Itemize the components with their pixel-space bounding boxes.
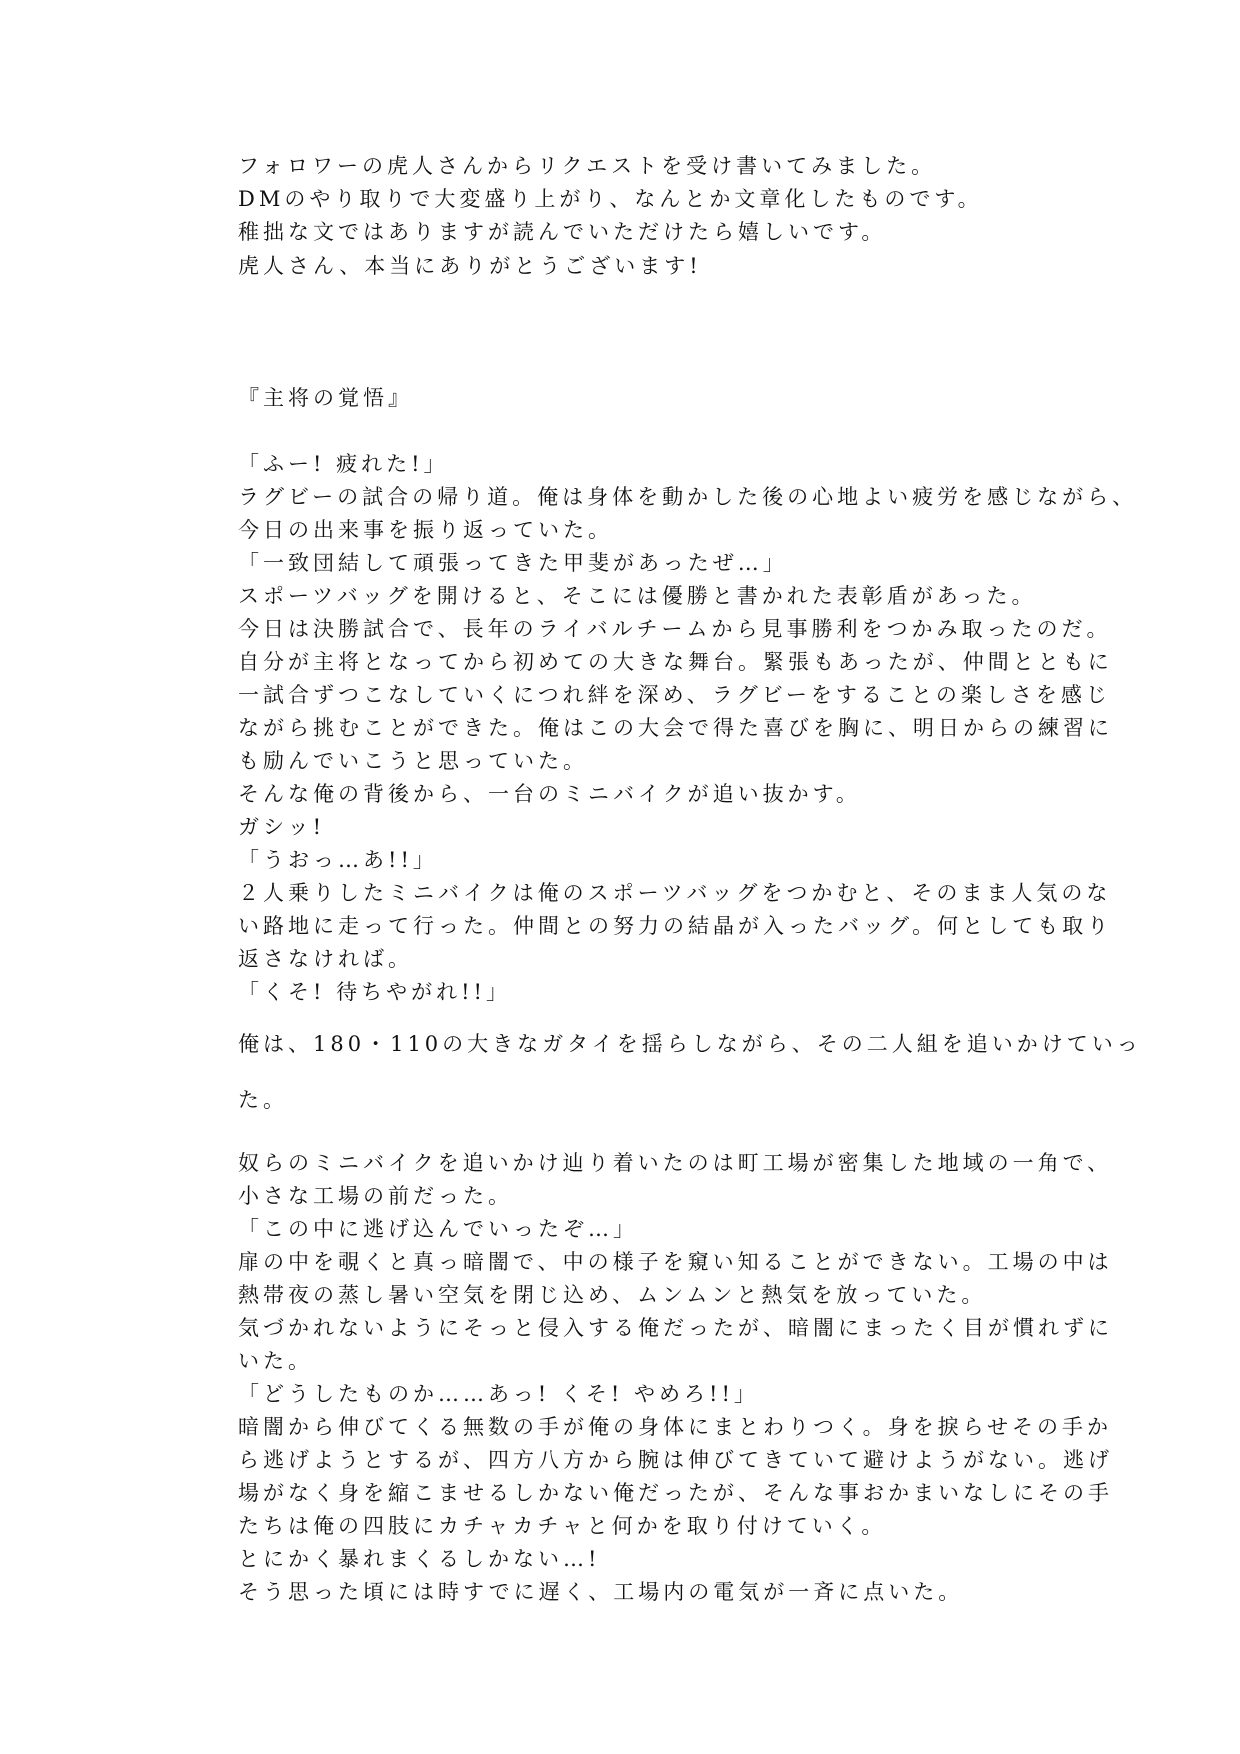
story-line: たちは俺の四肢にカチャカチャと何かを取り付けていく。 <box>238 1514 887 1538</box>
story-line: とにかく暴れまくるしかない…! <box>238 1547 601 1571</box>
preface-line: DMのやり取りで大変盛り上がり、なんとか文章化したものです。 <box>238 187 983 211</box>
story-line: 小さな工場の前だった。 <box>238 1184 513 1208</box>
story-line: 「うおっ…あ!!」 <box>238 848 438 872</box>
story-title: 『主将の覚悟』 <box>238 386 413 410</box>
story-line: そんな俺の背後から、一台のミニバイクが追い抜かす。 <box>238 782 861 806</box>
story-line: ラグビーの試合の帰り道。俺は身体を動かした後の心地よい疲労を感じながら、 <box>238 485 1138 509</box>
story-line: ら逃げようとするが、四方八方から腕は伸びてきていて避けようがない。逃げ <box>238 1448 1113 1472</box>
story-line: 「この中に逃げ込んでいったぞ…」 <box>238 1217 638 1241</box>
story-line: 「くそ! 待ちやがれ!!」 <box>238 980 511 1004</box>
story-line: 今日は決勝試合で、長年のライバルチームから見事勝利をつかみ取ったのだ。 <box>238 617 1112 641</box>
story-line: 俺は、180・110の大きなガタイを揺らしながら、その二人組を追いかけていっ <box>238 1032 1142 1056</box>
story-line: 扉の中を覗くと真っ暗闇で、中の様子を窺い知ることができない。工場の中は <box>238 1250 1113 1274</box>
story-line: いた。 <box>238 1349 313 1373</box>
preface-line: フォロワーの虎人さんからリクエストを受け書いてみました。 <box>238 154 937 178</box>
story-line: た。 <box>238 1088 288 1112</box>
story-line: 熱帯夜の蒸し暑い空気を閉じ込め、ムンムンと熱気を放っていた。 <box>238 1283 987 1307</box>
preface-line: 稚拙な文ではありますが読んでいただけたら嬉しいです。 <box>238 220 887 244</box>
story-line: 「一致団結して頑張ってきた甲斐があったぜ…」 <box>238 551 788 575</box>
story-line: 一試合ずつこなしていくにつれ絆を深め、ラグビーをすることの楽しさを感じ <box>238 683 1111 707</box>
story-line: ながら挑むことができた。俺はこの大会で得た喜びを胸に、明日からの練習に <box>238 716 1113 740</box>
story-line: ガシッ! <box>238 815 326 839</box>
story-line: そう思った頃には時すでに遅く、工場内の電気が一斉に点いた。 <box>238 1580 964 1604</box>
story-line: スポーツバッグを開けると、そこには優勝と書かれた表彰盾があった。 <box>238 584 1037 608</box>
story-line: 暗闇から伸びてくる無数の手が俺の身体にまとわりつく。身を捩らせその手か <box>238 1415 1112 1439</box>
story-line: 気づかれないようにそっと侵入する俺だったが、暗闇にまったく目が慣れずに <box>238 1316 1113 1340</box>
story-line: 場がなく身を縮こませるしかない俺だったが、そんな事おかまいなしにその手 <box>238 1481 1113 1505</box>
story-line: い路地に走って行った。仲間との努力の結晶が入ったバッグ。何としても取り <box>238 914 1113 938</box>
story-line: も励んでいこうと思っていた。 <box>238 749 588 773</box>
story-line: 「どうしたものか……あっ! くそ! やめろ!!」 <box>238 1382 759 1406</box>
story-line: ２人乗りしたミニバイクは俺のスポーツバッグをつかむと、そのまま人気のな <box>238 881 1112 905</box>
story-line: 返さなければ。 <box>238 947 413 971</box>
story-line: 奴らのミニバイクを追いかけ辿り着いたのは町工場が密集した地域の一角で、 <box>238 1151 1113 1175</box>
story-line: 「ふー! 疲れた!」 <box>238 452 449 476</box>
preface-line: 虎人さん、本当にありがとうございます! <box>238 254 702 278</box>
story-line: 自分が主将となってから初めての大きな舞台。緊張もあったが、仲間とともに <box>238 650 1113 674</box>
story-line: 今日の出来事を振り返っていた。 <box>238 518 613 542</box>
